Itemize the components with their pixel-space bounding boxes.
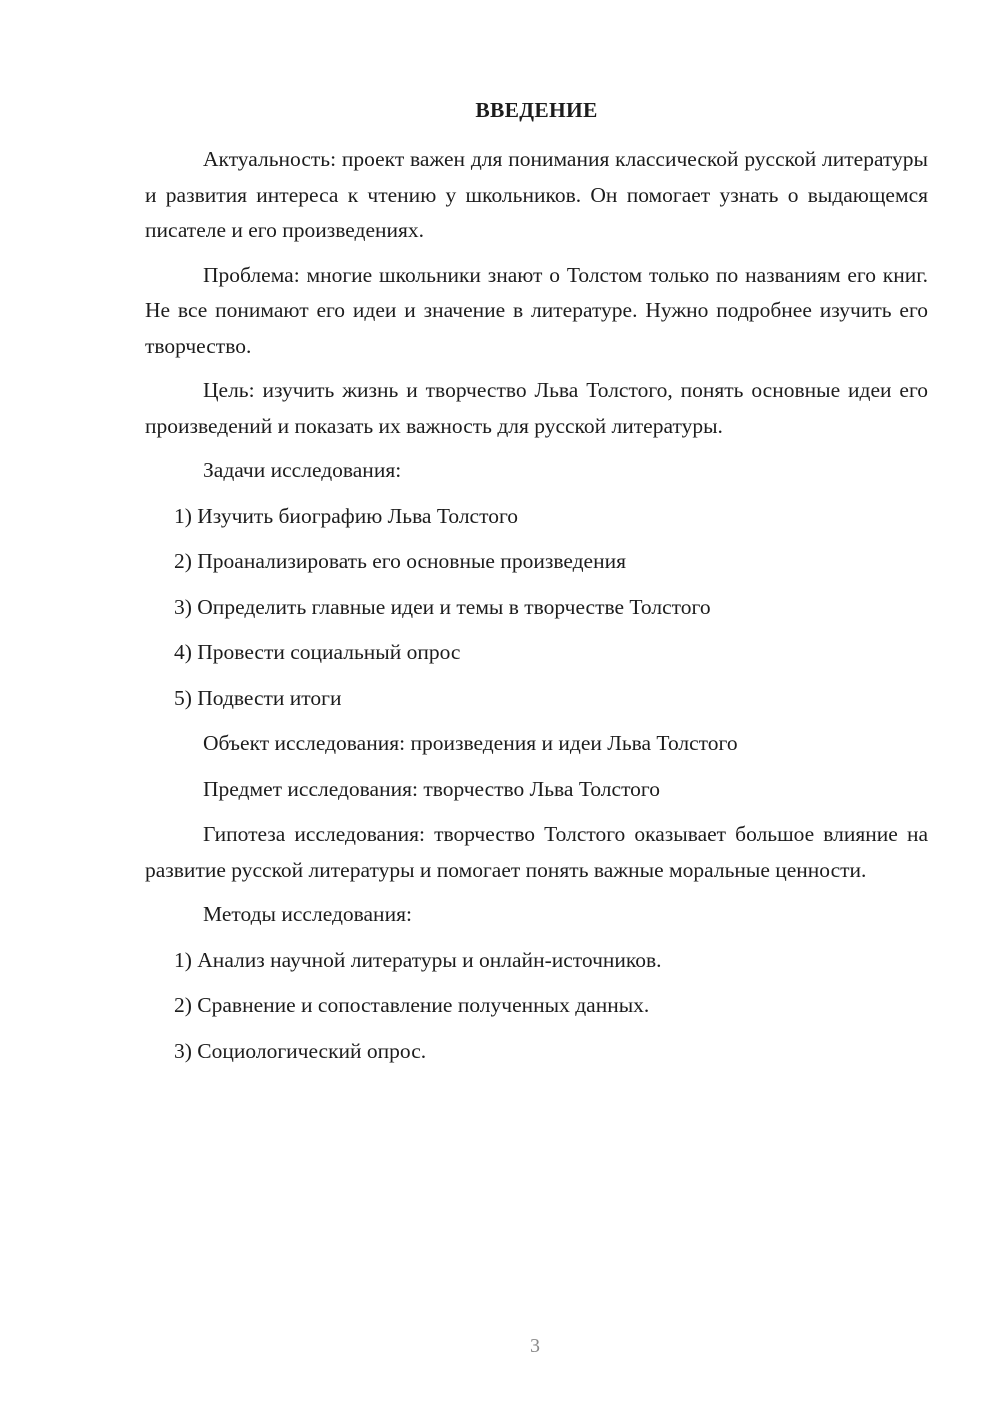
page-number: 3 <box>530 1335 540 1357</box>
task-item: 5) Подвести итоги <box>174 685 342 710</box>
problem-paragraph: Проблема: многие школьники знают о Толстом только по названиям его книг. Не все понимают его идеи и значение в литературе. Нужно подробнее изучить его творчество. <box>145 262 928 358</box>
relevance-paragraph: Актуальность: проект важен для понимания классической русской литературы и развития интереса к чтению у школьников. Он помогает узнать о выдающемся писателе и его произведениях. <box>145 147 928 242</box>
method-item: 2) Сравнение и сопоставление полученных данных. <box>174 993 650 1017</box>
research-object: Объект исследования: произведения и идеи Льва Толстого <box>203 731 738 755</box>
tasks-heading: Задачи исследования: <box>203 458 402 482</box>
task-item: 4) Провести социальный опрос <box>174 640 461 664</box>
page-content <box>145 95 928 1079</box>
task-item: 2) Проанализировать его основные произведения <box>174 549 626 573</box>
method-item: 1) Анализ научной литературы и онлайн-источников. <box>174 947 662 972</box>
task-item: 1) Изучить биографию Льва Толстого <box>174 503 518 528</box>
hypothesis-paragraph: Гипотеза исследования: творчество Толстого оказывает большое влияние на развитие русской литературы и помогает понять важные моральные ценности. <box>145 822 928 882</box>
research-subject: Предмет исследования: творчество Льва Толстого <box>203 776 660 801</box>
method-item: 3) Социологический опрос. <box>174 1038 427 1063</box>
task-item: 3) Определить главные идеи и темы в творчестве Толстого <box>174 594 711 619</box>
section-title: ВВЕДЕНИЕ <box>475 98 598 122</box>
goal-paragraph: Цель: изучить жизнь и творчество Льва Толстого, понять основные идеи его произведений и показать их важность для русской литературы. <box>145 378 928 438</box>
methods-heading: Методы исследования: <box>203 902 412 926</box>
